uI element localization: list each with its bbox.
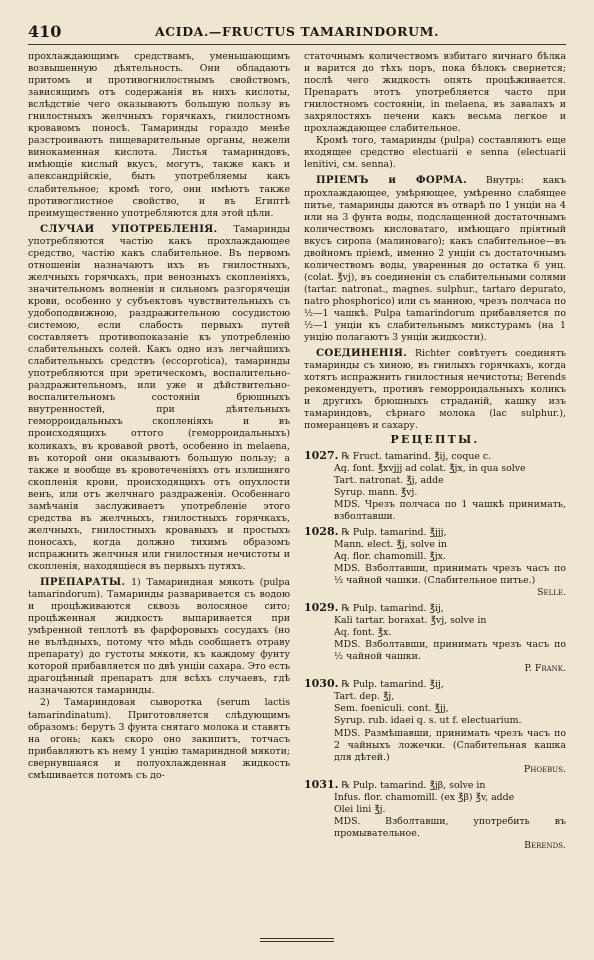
recipe	[304, 602, 566, 675]
recipe-line: Sem. foeniculi. cont. ℥jj,	[334, 703, 449, 715]
paragraph-text: Внутрь: какъ прохлаждающее, умѣряющее, умѣренно слабящее питье, тамаринды даются въ отварѣ по 1 унціи на 4 или на 3 фунта воды, подслащенной достаточнымъ количествомъ кисловатаго, имѣющаго пріятный вкусъ сиропа (малиноваго); какъ слабительное—въ двойномъ пріемѣ, именно 2 унціи съ достаточнымъ количествомъ воды, уваренныя до остатка 6 унц. (colat. ℥vj), въ соединеніи съ слабительными солями (tartar. natronat., magnes. sulphur., tartaro depurato, natro phosphorico) или съ манною, чрезъ полчаса по ½—1 чашкѣ. Pulpa tamarindorum прибавляется по ½—1 унціи къ слабительнымъ микстурамъ (на 1 унцію полагаютъ 3 унціи жидкости).	[304, 175, 567, 344]
paragraph-text: Тамаринды употребляются частію какъ прохлаждающее средство, частію какъ слабительное. Въ первомъ отношеніи назначаютъ ихъ въ гнилостныхъ, желчныхъ горячкахъ, при венозныхъ скопленіяхъ, значительномъ волненіи и сильномъ разгорячеціи крови, особенно у субъектовъ чувствительныхъ съ удобоподвижною, раздражительною сосудистою системою, если слабость первыхъ путей составляетъ противопоказаніе къ употребленію слабительныхъ солей. Какъ одно изъ легчайшихъ слабительныхъ средствъ (eccoproticа), тамаринды употребляются при эретическомъ, воспалительно-раздражительномъ, или уже и дѣйствительно-воспалительномъ состояніи брюшныхъ внутренностей, при дѣятельныхъ геморроидальныхъ скопленіяхъ и въ происходящихъ оттого (геморроидальныхъ) коликахъ, въ кровавой рвотѣ, особенно in melaena, въ которой они оказываютъ большую пользу; а также и вообще въ кровотеченіяхъ отъ излишняго скопленія крови, происходящихъ отъ опухлости венъ, или отъ желчнаго раздраженія. Особеннаго замѣчанія заслуживаетъ употребленіе этого средства въ желчныхъ, гнилостныхъ горячкахъ, желчныхъ, гнилостныхъ кровавыхъ и простыхъ поносахъ, когда должно тихимъ образомъ испражнить желчныя или гнилостныя нечистоты и скопленія, находящіеся въ первыхъ путяхъ.	[28, 223, 290, 572]
recipe-number: 1028.	[304, 524, 339, 538]
page-number: 410	[28, 22, 62, 41]
recipe-first-line	[304, 678, 566, 691]
recipe-author: Phoebus.	[523, 763, 566, 775]
recipe-line: MDS. Чрезъ полчаса по 1 чашкѣ принимать, взболтавши.	[334, 498, 566, 522]
recipe-number: 1029.	[304, 601, 339, 615]
paragraph-use	[28, 223, 290, 573]
recipe-first-line	[304, 779, 566, 792]
recipe-line: Tart. natronat. ℥j, adde	[334, 474, 444, 486]
recipe-line-text: ℞ Pulp. tamarind. ℥ij,	[341, 603, 444, 615]
recipe-first-line	[304, 602, 566, 615]
recipe-line-text: ℞ Pulp. tamarind. ℥jjj,	[341, 526, 447, 538]
paragraph-text: 1) Тамариндная мякоть (pulpa tamarindorum). Тамаринды разваривается съ водою и процѣживаются сквозь волосяное сито; процѣженная жидкость выпаривается при умѣренной теплотѣ въ фарфоровыхъ сосудахъ (но не вълѣдныхъ, потому что мѣдь сообщаетъ отраву препарату) до густоты мякоти, къ каждому фунту которой прибавляется по двѣ унціи сахара. Это есть драгоцѣнный препаратъ для всѣхъ случаевъ, гдѣ назначаются тамаринды.	[28, 577, 290, 697]
section-heading-preps: ПРЕПАРАТЫ.	[40, 576, 126, 589]
recipe-line: Aq. flor. chamomill. ℥jx.	[334, 550, 446, 562]
recipe-first-line	[304, 450, 566, 463]
paragraph: статочнымъ количествомъ взбитаго яичнаго бѣлка и варится до тѣхъ поръ, пока бѣлокъ свернется; послѣ чего жидкость опять процѣживается. Препаратъ этотъ употребляется часто при гнилостномъ состояніи, in melaena, въ завалахъ и захрялостяхъ печени какъ весьма легкое и прохлаждающее слабительное.	[304, 51, 566, 135]
recipe-line-text: ℞ Fruct. tamarind. ℥ij, coque c.	[341, 450, 492, 462]
recipe-first-line	[304, 526, 566, 539]
right-column	[304, 51, 566, 852]
recipe	[304, 450, 566, 523]
left-column	[28, 51, 290, 852]
recipe-line-text: ℞ Pulp. tamarind. ℥jβ, solve in	[341, 779, 486, 791]
paragraph: Кромѣ того, тамаринды (pulpa) составляютъ еще входящее средство electuarii e senna (electuarii lenitivi, см. senna).	[304, 135, 566, 171]
paragraph: прохлаждающимъ средствамъ, уменьшающимъ возвышенную дѣятельность. Они обладаютъ притомъ и противогнилостнымъ свойствомъ, зависящимъ отъ содержанія въ нихъ кислоты, вслѣдствіе чего оказываютъ большую пользу въ гнилостныхъ желчныхъ горячкахъ, гнилостномъ кровавомъ поносѣ. Тамаринды гораздо менѣе разстроиваютъ пищеварительные органы, нежели винокаменная кислота. Листья тамариндовъ, имѣющіе кислый вкусъ, могутъ, также какъ и александрійскіе, быть употребляемы какъ слабительное; кромѣ того, они имѣютъ также противоглистное свойство, и въ Египтѣ преимущественно употребляются для этой цѣли.	[28, 51, 290, 219]
recipe-author: Selle.	[537, 587, 566, 599]
recipe-line: MDS. Взболтавши, принимать чрезъ часъ по ½ чайной чашки. (Слабительное питье.)	[334, 562, 566, 586]
recipe-list	[304, 450, 566, 853]
section-heading-use: СЛУЧАИ УПОТРЕБЛЕНІЯ.	[40, 222, 218, 235]
recipe-author: Berends.	[524, 839, 566, 851]
recipe-number: 1030.	[304, 677, 339, 691]
paragraph-text: Richter совѣтуетъ соединять тамаринды съ хиною, въ гнилыхъ горячкахъ, когда хотятъ испражнить гнилостныя нечистоты; Berends рекомендуетъ, противъ геморроидальныхъ коликъ и другихъ брюшныхъ страданій, кашку изъ тамариндовъ, сѣрнаго молока (lac sulphur.), померанцевъ и сахару.	[304, 348, 566, 432]
recipe-line: MDS. Взболтавши, принимать чрезъ часъ по ½ чайной чашки.	[334, 639, 566, 663]
footer-rule	[260, 938, 334, 942]
running-title: ACIDA.—FRUCTUS TAMARINDORUM.	[154, 24, 440, 39]
section-heading-combos: СОЕДИНЕНІЯ.	[316, 347, 408, 360]
recipe	[304, 678, 566, 775]
recipes-heading: РЕЦЕПТЫ.	[390, 433, 480, 447]
recipe-line: Kali tartar. boraxat. ℥vj, solve in	[334, 615, 487, 627]
recipe-line: Tart. dep. ℥j,	[334, 691, 395, 703]
section-heading-dosage: ПРІЕМЪ и ФОРМА.	[316, 174, 467, 187]
recipe	[304, 526, 566, 599]
recipe-line: Infus. flor. chamomill. (ex ℥β) ℥v, adde	[334, 791, 515, 803]
recipe-line: Mann. elect. ℥j, solve in	[334, 538, 447, 550]
recipe-line: Syrup. rub. idaei q. s. ut f. electuarium.	[334, 715, 522, 727]
recipe-line: Syrup. mann. ℥vj.	[334, 486, 418, 498]
recipe-line: Olei lini ℥j.	[334, 803, 386, 815]
recipe-number: 1027.	[304, 448, 339, 462]
recipe-line: MDS. Размѣшавши, принимать чрезъ часъ по 2 чайныхъ ложечки. (Слабительная кашка для дѣтей.)	[334, 727, 566, 763]
recipe-number: 1031.	[304, 777, 339, 791]
recipe-author: P. Frank.	[524, 663, 566, 675]
recipe-line: Aq. font. ℥x.	[334, 627, 392, 639]
recipe-line: MDS. Взболтавши, употребить въ промывательное.	[334, 815, 566, 839]
text-columns	[28, 51, 566, 852]
paragraph-preps	[28, 576, 290, 697]
paragraph: 2) Тамариндовая сыворотка (serum lactis tamarindinatum). Приготовляется слѣдующимъ образомъ: берутъ 3 фунта снятаго молока и ставятъ на огонь; какъ скоро оно закипитъ, тотчасъ прибавляютъ къ нему 1 унцію тамариндной мякоти; свернувшаяся и полуохлажденная жидкость смѣшивается потомъ съ до-	[28, 697, 290, 781]
page-header	[28, 22, 566, 45]
paragraph-dosage	[304, 174, 566, 344]
recipe	[304, 779, 566, 852]
recipe-line: Aq. font. ℥xvjjj ad colat. ℥jx, in qua solve	[334, 462, 526, 474]
recipe-line-text: ℞ Pulp. tamarind. ℥ij,	[341, 679, 444, 691]
paragraph-combos	[304, 347, 566, 432]
